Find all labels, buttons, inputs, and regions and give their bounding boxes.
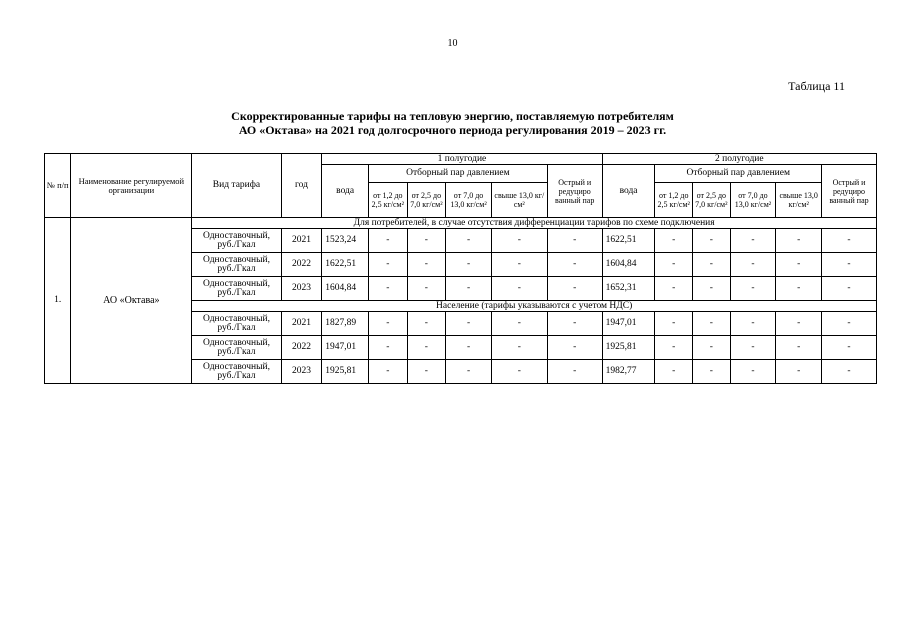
tariff-type-cell: Одноставочный, руб./Гкал	[192, 277, 281, 301]
tariff-type-cell: Одноставочный, руб./Гкал	[192, 229, 281, 253]
org-name: АО «Октава»	[71, 218, 192, 384]
h2-value: -	[693, 360, 731, 384]
h2-value: -	[693, 336, 731, 360]
h2-value: -	[822, 229, 877, 253]
tariff-type-cell: Одноставочный, руб./Гкал	[192, 253, 281, 277]
h1-value: -	[369, 229, 408, 253]
h1-value: -	[446, 253, 492, 277]
h1-water-value: 1604,84	[322, 277, 369, 301]
header-org: Наименование регулируемой организации	[71, 154, 192, 218]
h1-value: -	[547, 277, 602, 301]
h2-water-value: 1652,31	[602, 277, 655, 301]
h2-water-value: 1982,77	[602, 360, 655, 384]
document-title	[0, 109, 905, 137]
h2-value: -	[693, 229, 731, 253]
h1-value: -	[369, 360, 408, 384]
year-cell: 2021	[281, 312, 322, 336]
h2-value: -	[776, 253, 822, 277]
h1-water-value: 1622,51	[322, 253, 369, 277]
h1-value: -	[369, 336, 408, 360]
h1-value: -	[491, 336, 547, 360]
section-title: Население (тарифы указываются с учетом НДС)	[192, 301, 877, 312]
year-cell: 2023	[281, 277, 322, 301]
h1-value: -	[491, 312, 547, 336]
h1-water-value: 1523,24	[322, 229, 369, 253]
header-h2-steam-pressure: Отборный пар давлением	[655, 165, 822, 183]
h2-value: -	[822, 336, 877, 360]
h2-water-value: 1622,51	[602, 229, 655, 253]
h2-value: -	[730, 253, 776, 277]
header-h2-p3: от 7,0 до 13,0 кг/см²	[730, 183, 776, 218]
h1-value: -	[491, 229, 547, 253]
h1-value: -	[491, 277, 547, 301]
h1-water-value: 1947,01	[322, 336, 369, 360]
h1-value: -	[446, 360, 492, 384]
header-half-1: 1 полугодие	[322, 154, 602, 165]
h2-value: -	[655, 277, 693, 301]
org-number: 1.	[45, 218, 71, 384]
h1-value: -	[547, 336, 602, 360]
h2-value: -	[730, 336, 776, 360]
h1-value: -	[547, 360, 602, 384]
h1-water-value: 1827,89	[322, 312, 369, 336]
h1-value: -	[446, 312, 492, 336]
h2-value: -	[776, 229, 822, 253]
h2-value: -	[693, 253, 731, 277]
header-h1-p4: свыше 13,0 кг/см²	[491, 183, 547, 218]
h2-value: -	[655, 253, 693, 277]
h2-water-value: 1947,01	[602, 312, 655, 336]
header-year: год	[281, 154, 322, 218]
title-line-2: АО «Октава» на 2021 год долгосрочного периода регулирования 2019 – 2023 гг.	[238, 123, 667, 137]
header-h2-p4: свыше 13,0 кг/см²	[776, 183, 822, 218]
h2-value: -	[693, 312, 731, 336]
section-title: Для потребителей, в случае отсутствия дифференциации тарифов по схеме подключения	[192, 218, 877, 229]
table-label: Таблица 11	[788, 79, 845, 93]
h2-value: -	[776, 312, 822, 336]
header-h2-p2: от 2,5 до 7,0 кг/см²	[693, 183, 731, 218]
h1-value: -	[547, 253, 602, 277]
h2-value: -	[655, 229, 693, 253]
h2-value: -	[693, 277, 731, 301]
h1-value: -	[407, 277, 446, 301]
tariff-type-cell: Одноставочный, руб./Гкал	[192, 312, 281, 336]
h1-value: -	[407, 336, 446, 360]
h1-value: -	[407, 360, 446, 384]
year-cell: 2021	[281, 229, 322, 253]
header-h1-steam-pressure: Отборный пар давлением	[369, 165, 548, 183]
h1-value: -	[369, 253, 408, 277]
h1-value: -	[407, 253, 446, 277]
h2-value: -	[655, 336, 693, 360]
h2-value: -	[776, 277, 822, 301]
h1-value: -	[407, 229, 446, 253]
year-cell: 2022	[281, 253, 322, 277]
header-h1-sharp-steam: Острый и редуциро ванный пар	[547, 165, 602, 218]
h2-value: -	[822, 253, 877, 277]
h2-value: -	[655, 360, 693, 384]
h1-value: -	[547, 312, 602, 336]
tariff-table	[44, 153, 877, 384]
h2-value: -	[822, 277, 877, 301]
header-h1-p1: от 1,2 до 2,5 кг/см²	[369, 183, 408, 218]
h1-value: -	[407, 312, 446, 336]
h2-value: -	[776, 360, 822, 384]
h2-value: -	[822, 360, 877, 384]
h2-value: -	[730, 277, 776, 301]
h2-water-value: 1604,84	[602, 253, 655, 277]
h2-value: -	[730, 229, 776, 253]
h1-value: -	[446, 277, 492, 301]
header-h1-water: вода	[322, 165, 369, 218]
h1-value: -	[446, 229, 492, 253]
header-h1-p3: от 7,0 до 13,0 кг/см²	[446, 183, 492, 218]
h1-value: -	[547, 229, 602, 253]
tariff-type-cell: Одноставочный, руб./Гкал	[192, 360, 281, 384]
title-line-1: Скорректированные тарифы на тепловую энергию, поставляемую потребителям	[231, 109, 674, 123]
h2-value: -	[730, 312, 776, 336]
tariff-type-cell: Одноставочный, руб./Гкал	[192, 336, 281, 360]
h1-water-value: 1925,81	[322, 360, 369, 384]
header-half-2: 2 полугодие	[602, 154, 876, 165]
h2-value: -	[730, 360, 776, 384]
header-h2-water: вода	[602, 165, 655, 218]
header-h2-sharp-steam: Острый и редуциро ванный пар	[822, 165, 877, 218]
header-num: № п/п	[45, 154, 71, 218]
year-cell: 2023	[281, 360, 322, 384]
h1-value: -	[491, 253, 547, 277]
h2-value: -	[822, 312, 877, 336]
header-h1-p2: от 2,5 до 7,0 кг/см²	[407, 183, 446, 218]
year-cell: 2022	[281, 336, 322, 360]
h2-value: -	[655, 312, 693, 336]
h2-value: -	[776, 336, 822, 360]
h1-value: -	[446, 336, 492, 360]
h1-value: -	[369, 312, 408, 336]
page-number: 10	[447, 38, 458, 49]
header-tariff-type: Вид тарифа	[192, 154, 281, 218]
h1-value: -	[369, 277, 408, 301]
h1-value: -	[491, 360, 547, 384]
header-h2-p1: от 1,2 до 2,5 кг/см²	[655, 183, 693, 218]
h2-water-value: 1925,81	[602, 336, 655, 360]
